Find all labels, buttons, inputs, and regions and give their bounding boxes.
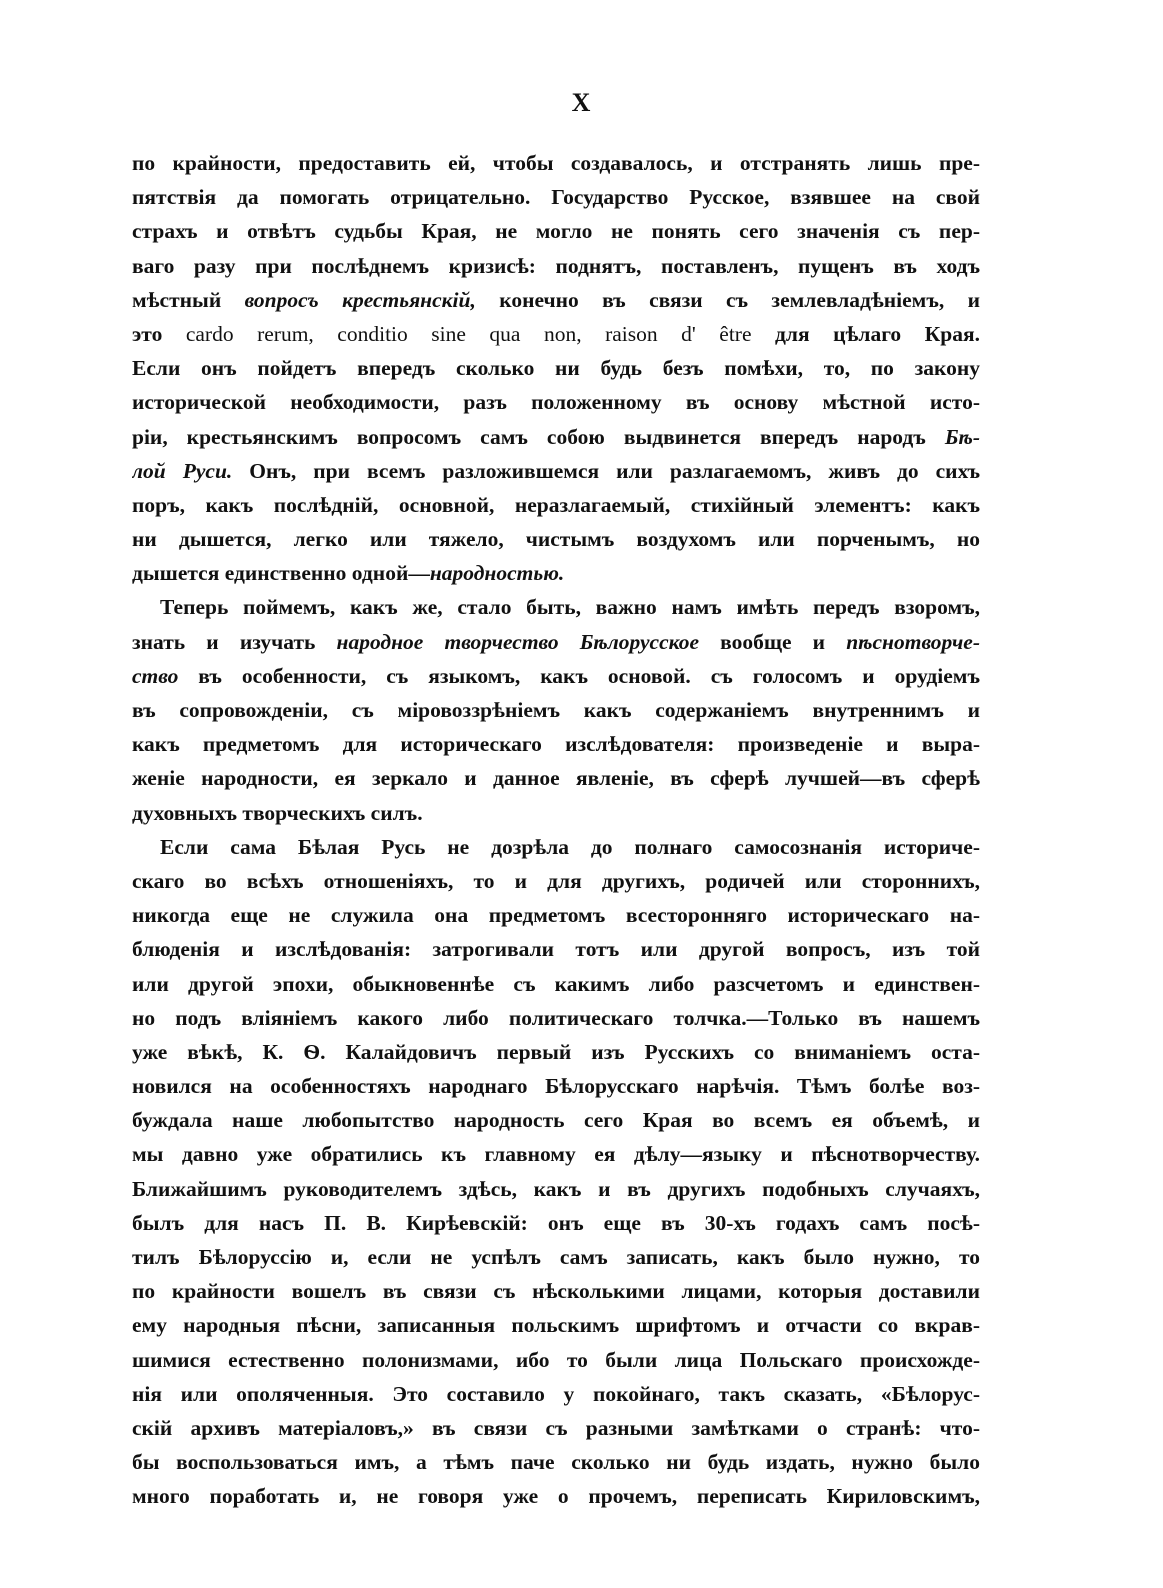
text-run: уже вѣкѣ, К. Ѳ. Калайдовичъ первый изъ Русскихъ со вниманіемъ оста-: [132, 1039, 980, 1064]
text-run: шимися естественно полонизмами, ибо то были лица Польскаго происхожде-: [132, 1347, 980, 1372]
text-run: никогда еще не служила она предметомъ всесторонняго историческаго на-: [132, 903, 980, 928]
text-run: но подъ вліяніемъ какого либо политическаго толчка.—Только въ нашемъ: [132, 1005, 980, 1030]
text-run: дышется единственно одной—: [132, 561, 430, 586]
text-line: [132, 522, 980, 556]
text-run: по крайности вошелъ въ связи съ нѣсколькими лицами, которыя доставили: [132, 1279, 980, 1304]
italic-text-run: лой Руси.: [132, 458, 233, 483]
italic-text-run: Бѣ-: [944, 424, 980, 449]
text-line: [132, 1308, 980, 1342]
text-run: духовныхъ творческихъ силъ.: [132, 800, 423, 825]
text-run: нія или ополяченныя. Это составило у покойнаго, такъ сказать, «Бѣлорус-: [132, 1381, 980, 1406]
text-line: [132, 932, 980, 966]
text-line: [132, 249, 980, 283]
page-number: X: [571, 88, 592, 117]
text-line: [132, 1001, 980, 1035]
text-run: бы воспользоваться имъ, а тѣмъ паче сколько ни будь издать, нужно было: [132, 1450, 980, 1475]
text-line: [132, 864, 980, 898]
text-run: Ближайшимъ руководителемъ здѣсь, какъ и въ другихъ подобныхъ случаяхъ,: [132, 1176, 980, 1201]
text-run: Онъ, при всемъ разложившемся или разлагаемомъ, живъ до сихъ: [232, 458, 980, 483]
latin-text-run: cardo rerum, conditio sine qua non, raison d' être: [185, 321, 752, 346]
text-line: [132, 1411, 980, 1445]
text-run: былъ для насъ П. В. Кирѣевскій: онъ еще въ 30-хъ годахъ самъ посѣ-: [132, 1210, 980, 1235]
italic-text-run: народностью.: [429, 561, 565, 586]
text-run: въ сопровожденіи, съ міровоззрѣніемъ какъ содержаніемъ внутреннимъ и: [132, 698, 980, 722]
text-line: [132, 1377, 980, 1411]
text-run: конечно въ связи съ землевладѣніемъ, и: [475, 287, 980, 312]
text-line: [132, 830, 980, 864]
text-line: [132, 1137, 980, 1171]
text-line: [132, 727, 980, 761]
text-line: [132, 1479, 980, 1513]
text-run: ваго разу при послѣднемъ кризисѣ: поднятъ, поставленъ, пущенъ въ ходъ: [132, 253, 980, 278]
text-run: въ особенности, съ языкомъ, какъ основой. съ голосомъ и орудіемъ: [178, 663, 980, 688]
text-run: много поработать и, не говоря уже о прочемъ, переписать Кириловскимъ,: [132, 1484, 980, 1509]
text-run: для цѣлаго Края.: [751, 321, 980, 346]
text-run: тилъ Бѣлоруссію и, если не успѣлъ самъ записать, какъ было нужно, то: [132, 1245, 980, 1269]
text-line: [132, 283, 980, 317]
italic-text-run: пѣснотворче-: [846, 629, 980, 654]
text-line: [132, 488, 980, 522]
text-run: Если сама Бѣлая Русь не дозрѣла до полнаго самосознанія историче-: [160, 834, 980, 859]
text-run: новился на особенностяхъ народнаго Бѣлорусскаго нарѣчія. Тѣмъ болѣе воз-: [132, 1074, 980, 1099]
text-line: [132, 1069, 980, 1103]
text-line: [132, 796, 980, 830]
text-run: блюденія и изслѣдованія: затрогивали тотъ или другой вопросъ, изъ той: [132, 937, 980, 962]
text-run: или другой эпохи, обыкновеннѣе съ какимъ либо разсчетомъ и единствен-: [132, 971, 980, 996]
text-line: [132, 351, 980, 385]
body-text: [132, 146, 980, 1514]
text-run: ему народныя пѣсни, записанныя польскимъ шрифтомъ и отчасти со вкрав-: [132, 1313, 980, 1338]
text-run: скій архивъ матеріаловъ,» въ связи съ разными замѣтками о странѣ: что-: [132, 1415, 980, 1440]
italic-text-run: ство: [132, 663, 179, 688]
text-line: [132, 420, 980, 454]
text-run: женіе народности, ея зеркало и данное явленіе, въ сферѣ лучшей—въ сферѣ: [132, 766, 980, 791]
text-line: [132, 1206, 980, 1240]
text-line: [132, 1240, 980, 1274]
text-run: Если онъ пойдетъ впередъ сколько ни будь безъ помѣхи, то, по закону: [132, 356, 980, 381]
text-run: это: [132, 321, 186, 346]
text-run: вообще и: [699, 629, 847, 654]
text-line: [132, 1343, 980, 1377]
text-run: скаго во всѣхъ отношеніяхъ, то и для другихъ, родичей или стороннихъ,: [132, 868, 980, 893]
text-line: [132, 317, 980, 351]
text-line: [132, 146, 980, 180]
text-line: [132, 180, 980, 214]
text-line: [132, 454, 980, 488]
text-run: пятствія да помогать отрицательно. Государство Русское, взявшее на свой: [132, 185, 980, 210]
text-line: [132, 1445, 980, 1479]
text-run: поръ, какъ послѣдній, основной, неразлагаемый, стихійный элементъ: какъ: [132, 492, 980, 517]
text-line: [132, 385, 980, 419]
text-run: мы давно уже обратились къ главному ея дѣлу—языку и пѣснотворчеству.: [132, 1142, 980, 1167]
text-run: исторической необходимости, разъ положенному въ основу мѣстной исто-: [132, 390, 980, 415]
text-run: буждала наше любопытство народность сего Края во всемъ ея объемѣ, и: [132, 1108, 980, 1133]
text-run: какъ предметомъ для историческаго изслѣдователя: произведеніе и выра-: [132, 732, 980, 757]
text-line: [132, 1274, 980, 1308]
text-run: по крайности, предоставить ей, чтобы создавалось, и отстранять лишь пре-: [132, 151, 980, 175]
text-line: [132, 898, 980, 932]
text-line: [132, 1035, 980, 1069]
text-line: [132, 625, 980, 659]
text-line: [132, 556, 980, 590]
italic-text-run: народное творчество Бѣлорусское: [336, 629, 699, 654]
text-line: [132, 659, 980, 693]
text-run: страхъ и отвѣтъ судьбы Края, не могло не понять сего значенія съ пер-: [132, 219, 980, 244]
text-run: ни дышется, легко или тяжело, чистымъ воздухомъ или порченымъ, но: [132, 527, 980, 552]
text-line: [132, 1172, 980, 1206]
text-line: [132, 590, 980, 624]
text-line: [132, 1103, 980, 1137]
text-run: мѣстный: [132, 287, 245, 312]
italic-text-run: вопросъ крестьянскій,: [244, 287, 476, 312]
text-line: [132, 214, 980, 248]
text-line: [132, 693, 980, 727]
text-run: знать и изучать: [132, 629, 337, 654]
text-line: [132, 967, 980, 1001]
text-run: ріи, крестьянскимъ вопросомъ самъ собою выдвинется впередъ народъ: [132, 424, 945, 449]
text-run: Теперь поймемъ, какъ же, стало быть, важно намъ имѣть передъ взоромъ,: [160, 595, 980, 620]
text-line: [132, 761, 980, 795]
